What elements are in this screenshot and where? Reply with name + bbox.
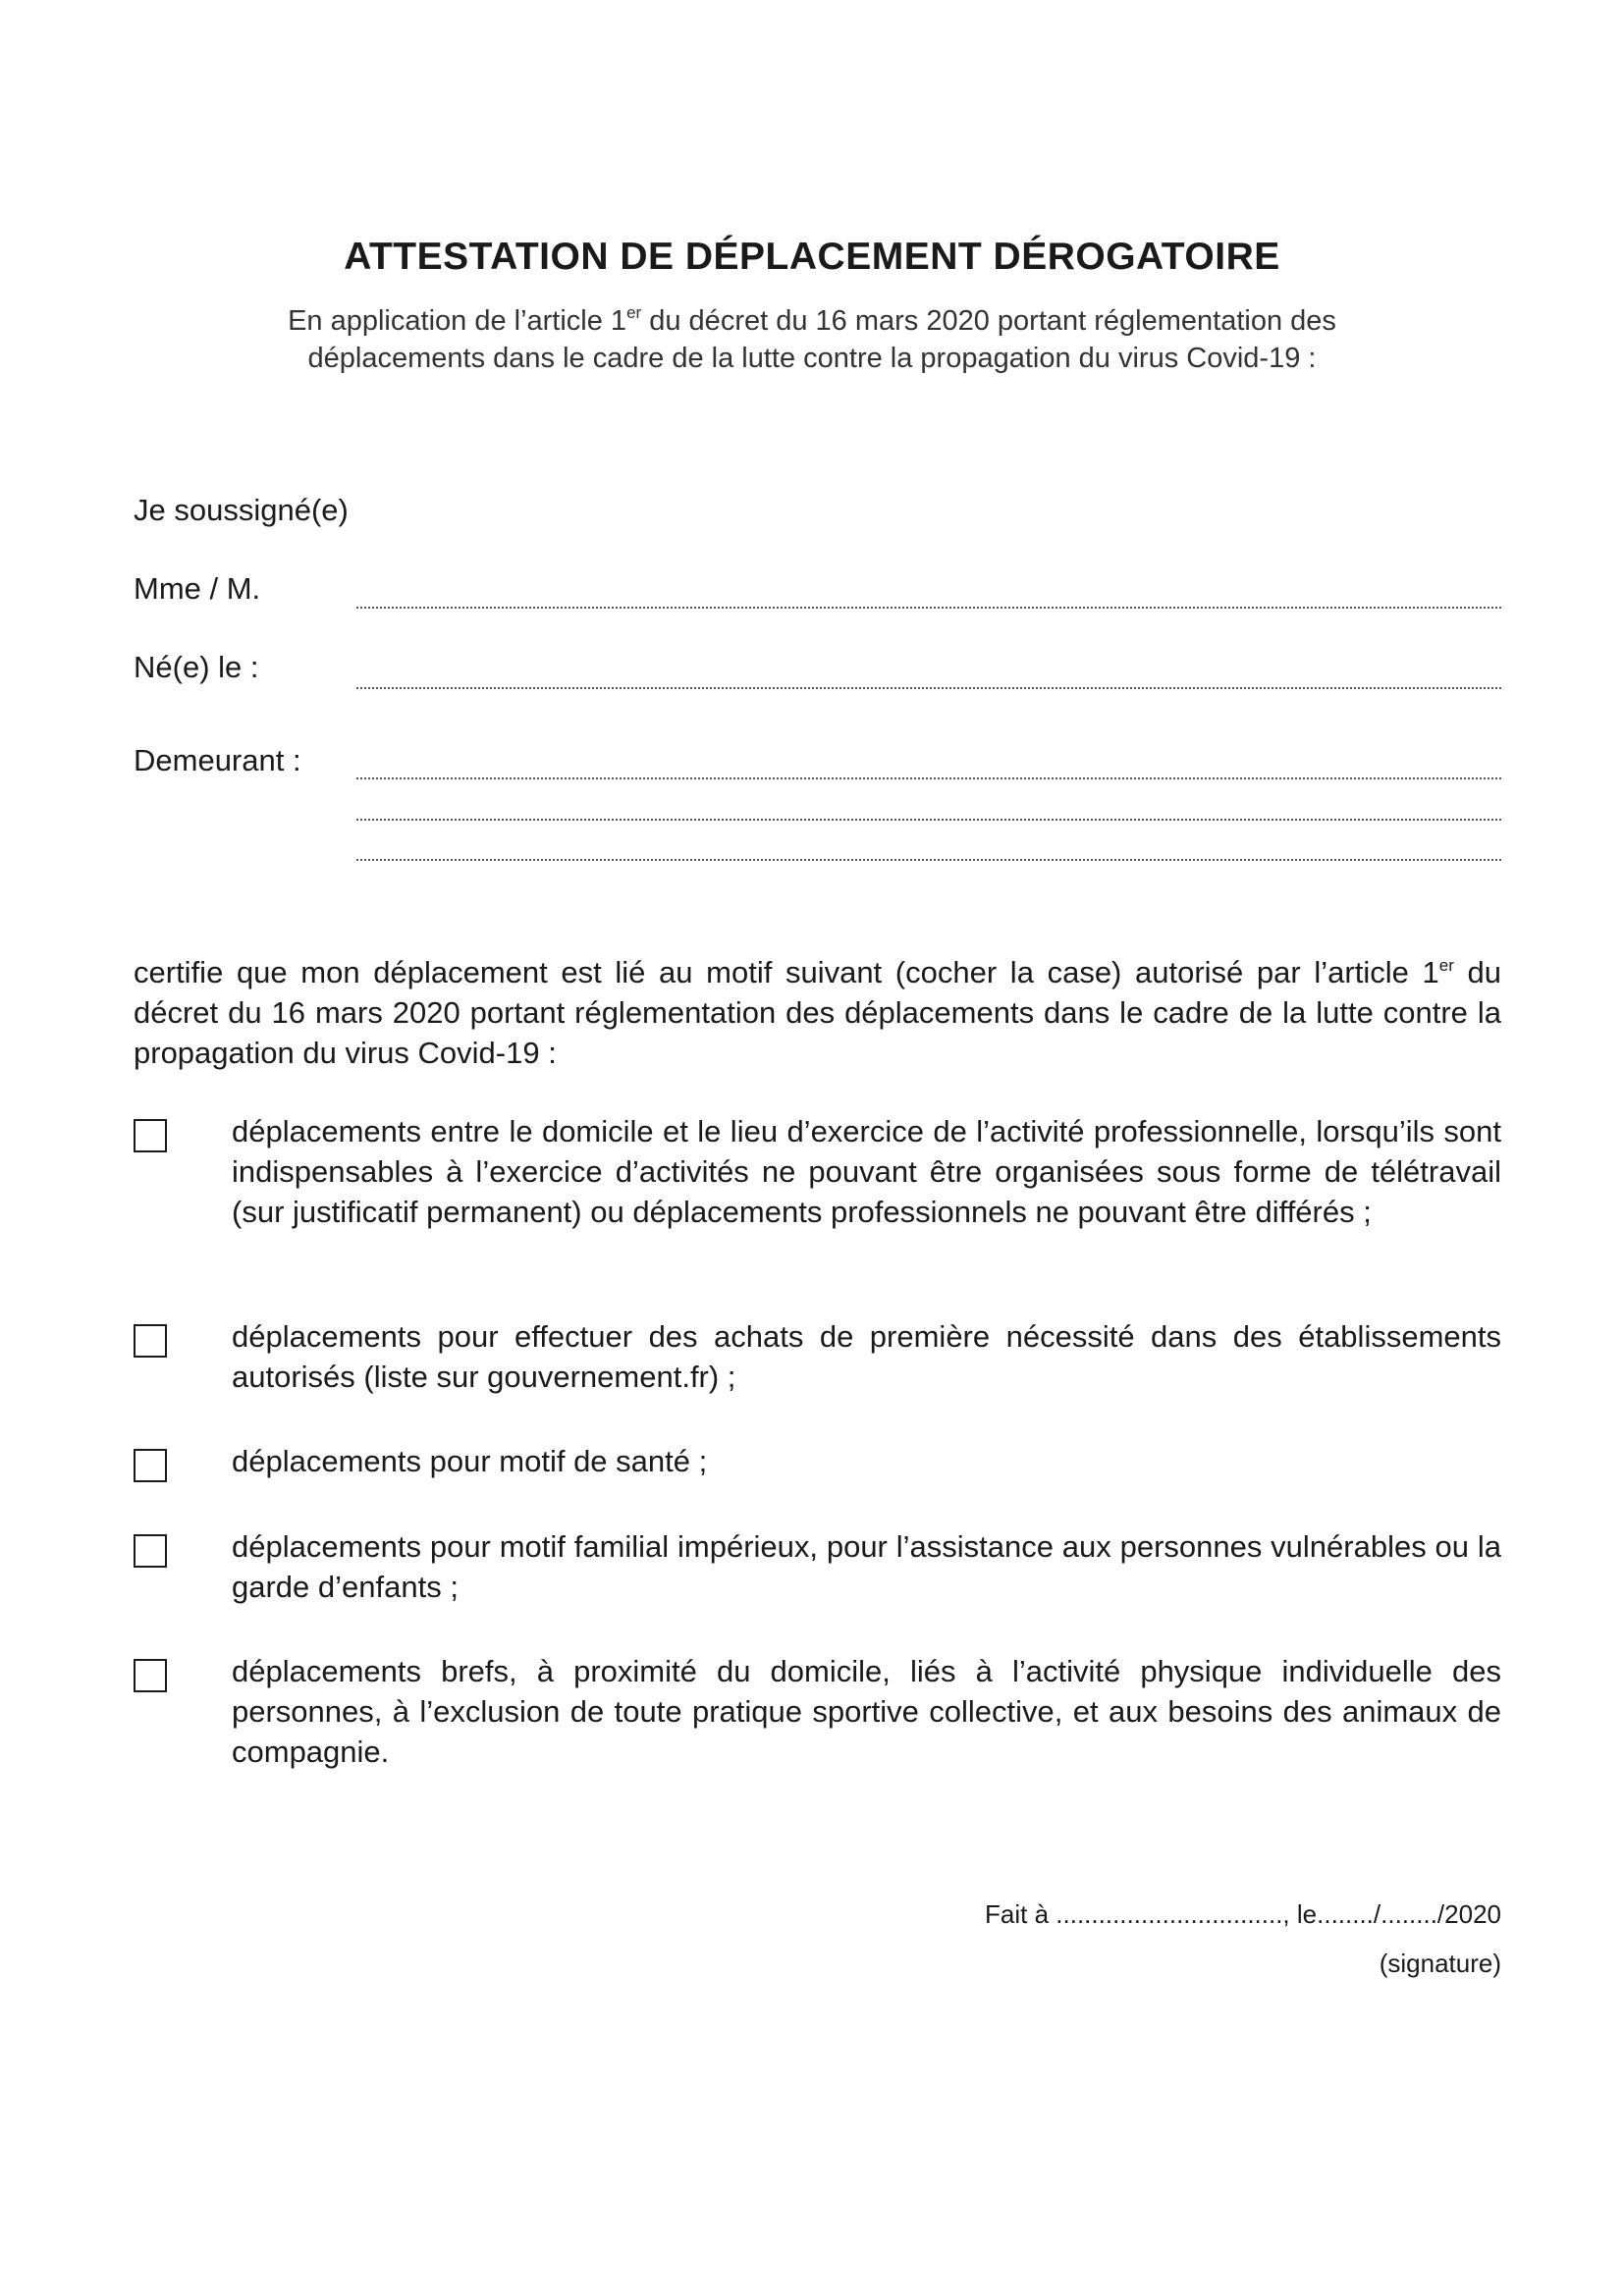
reason-text-exercise: déplacements brefs, à proximité du domicile, liés à l’activité physique individuelle des personnes, à l’exclusion de toute pratique sportive collective, et aux besoins des animaux de compagnie.	[232, 1654, 1501, 1769]
subtitle-ordinal-superscript: er	[626, 303, 642, 322]
reason-checkbox-shopping[interactable]	[134, 1324, 167, 1358]
subtitle-line-2: déplacements dans le cadre de la lutte contre la propagation du virus Covid-19 :	[307, 343, 1317, 374]
certification-paragraph	[134, 952, 1501, 1073]
birth-date-field[interactable]	[356, 687, 1501, 689]
document-title: ATTESTATION DE DÉPLACEMENT DÉROGATOIRE	[344, 236, 1280, 278]
reason-text-shopping: déplacements pour effectuer des achats de première nécessité dans des établissements autorisés (liste sur gouvernement.fr) ;	[232, 1319, 1501, 1394]
reason-text-health: déplacements pour motif de santé ;	[232, 1444, 708, 1478]
reason-checkbox-family[interactable]	[134, 1534, 167, 1568]
address-field-line-3[interactable]	[356, 859, 1501, 861]
certification-line-1: certifie que mon déplacement est lié au motif suivant (cocher la case) autorisé par	[134, 955, 1301, 989]
reason-checkbox-exercise[interactable]	[134, 1659, 167, 1692]
subtitle-line-1-end: du décret du 16 mars 2020 portant réglementation des	[641, 305, 1336, 337]
document-subtitle	[0, 302, 1624, 377]
address-label: Demeurant :	[134, 743, 301, 777]
subtitle-line-1	[0, 302, 1624, 340]
birth-date-label: Né(e) le :	[134, 650, 259, 684]
address-field-line-1[interactable]	[356, 777, 1501, 779]
certification-ordinal-superscript: er	[1438, 956, 1454, 975]
signature-label: (signature)	[1379, 1949, 1501, 1978]
place-date-line[interactable]: Fait à ................................, le......../......../2020	[985, 1899, 1501, 1929]
name-field[interactable]	[356, 607, 1501, 609]
reason-text-work: déplacements entre le domicile et le lieu d’exercice de l’activité professionnelle, lorsqu’ils sont indispensables à l’exercice d’activités ne pouvant être organisées sous forme de télétravail (sur justificatif permanent) ou déplacements professionnels ne pouvant être différés ;	[232, 1114, 1501, 1229]
certification-line-2-start: l’article 1	[1314, 955, 1439, 989]
certification-line-2-end: du décret du 16 mars 2020 portant réglementation des déplacements dans le cadre de la lutte contre la propagation du virus Covid-19 :	[134, 955, 1501, 1070]
subtitle-line-1-start: En application de l’article 1	[288, 305, 627, 337]
reason-checkbox-work[interactable]	[134, 1119, 167, 1152]
address-field-line-2[interactable]	[356, 819, 1501, 821]
name-label: Mme / M.	[134, 571, 261, 606]
reason-text-family: déplacements pour motif familial impérieux, pour l’assistance aux personnes vulnérables ou la garde d’enfants ;	[232, 1529, 1501, 1604]
reason-checkbox-health[interactable]	[134, 1449, 167, 1482]
intro-label: Je soussigné(e)	[134, 493, 349, 527]
